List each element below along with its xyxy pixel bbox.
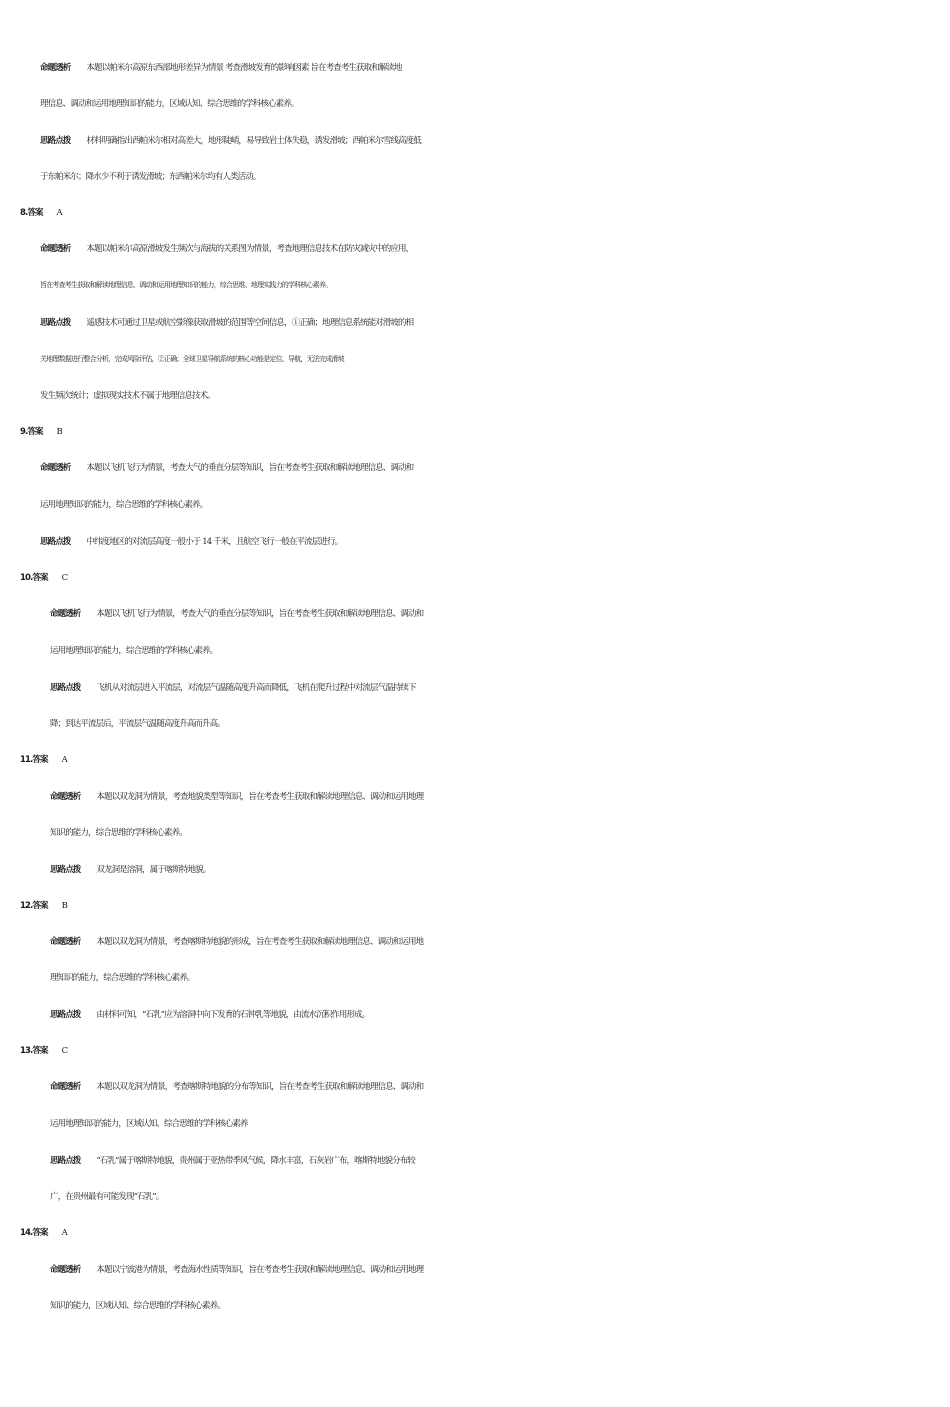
q7-analysis-line-1: 命题透析 本题以帕米尔高原东西部地形差异为情景 考查滑坡发育的影响因素 旨在考查考生获取和解读地 <box>40 63 402 73</box>
q10-hint-line-2: 降；到达平流层后，平流层气温随高度升高而升高。 <box>50 719 225 729</box>
q12-analysis-line-1: 命题透析 本题以双龙洞为情景，考查喀斯特地貌的形成，旨在考查考生获取和解读地理信息、调动和运用地 <box>50 937 424 947</box>
answer-value: C <box>61 573 68 583</box>
answer-label: 答案 <box>27 427 43 437</box>
q13-hint-line-1: 思路点拨 “石乳”属于喀斯特地貌，贵州属于亚热带季风气候，降水丰富，石灰岩广布，喀斯特地貌分布较 <box>50 1156 415 1166</box>
answer-value: C <box>61 1046 68 1056</box>
hint-label: 思路点拨 <box>40 136 71 146</box>
analysis-label: 命题透析 <box>40 63 71 73</box>
q10-answer-line <box>0 566 950 590</box>
answer-value: A <box>61 755 67 765</box>
answer-value: A <box>61 1228 67 1238</box>
analysis-label: 命题透析 <box>40 463 71 473</box>
q11-hint-line-1: 思路点拨 双龙洞是溶洞，属于喀斯特地貌。 <box>50 865 211 875</box>
q11-answer-line <box>0 748 950 772</box>
q9-analysis-line-1: 命题透析 本题以飞机飞行为情景，考查大气的垂直分层等知识，旨在考查考生获取和解读地理信息、调动和 <box>40 463 414 473</box>
q12-hint-line-1: 思路点拨 由材料可知，“石乳”应为溶洞中向下发育的石钟乳等地貌，由流水沉积作用形成。 <box>50 1010 370 1020</box>
q13-answer-line <box>0 1039 950 1063</box>
q12-answer-line <box>0 894 950 918</box>
answer-label: 答案 <box>32 1228 48 1238</box>
q13-hint-line-2: 广，在贵州最有可能发现“石乳”。 <box>50 1192 164 1202</box>
q11-analysis-line-2: 知识的能力，综合思维的学科核心素养。 <box>50 828 187 838</box>
question-number: 8. <box>20 208 28 218</box>
q13-analysis-line-1: 命题透析 本题以双龙洞为情景，考查喀斯特地貌的分布等知识，旨在考查考生获取和解读地理信息、调动和 <box>50 1082 424 1092</box>
q8-hint-line-1: 思路点拨 遥感技术可通过卫星或航空影像获取滑坡的范围等空间信息，①正确；地理信息系统能对滑坡的相 <box>40 318 414 328</box>
q9-hint-line-1: 思路点拨 中纬度地区的对流层高度一般小于 14 千米，且航空飞行一般在平流层进行。 <box>40 537 343 547</box>
question-number: 9. <box>20 427 28 437</box>
q11-analysis-line-1: 命题透析 本题以双龙洞为情景，考查地貌类型等知识，旨在考查考生获取和解读地理信息、调动和运用地理 <box>50 792 424 802</box>
q7-hint-line-1: 思路点拨 材料明确指出西帕米尔相对高差大，地形陡峭，易导致岩土体失稳，诱发滑坡；西帕米尔雪线高度低 <box>40 136 421 146</box>
analysis-label: 命题透析 <box>50 609 81 619</box>
answer-label: 答案 <box>32 573 48 583</box>
q14-analysis-line-2: 知识的能力，区域认知、综合思维的学科核心素养。 <box>50 1301 225 1311</box>
q8-hint-line-2: 关地理数据进行整合分析，完成风险评估，②正确；全球卫星导航系统的核心功能是定位、导航，无法完成滑坡 <box>40 355 344 363</box>
question-number: 12. <box>20 901 33 911</box>
analysis-label: 命题透析 <box>50 1265 81 1275</box>
question-number: 10. <box>20 573 33 583</box>
analysis-label: 命题透析 <box>40 244 71 254</box>
question-number: 11. <box>20 755 33 765</box>
answer-label: 答案 <box>32 1046 48 1056</box>
q9-answer-line <box>0 420 950 444</box>
q8-analysis-line-1: 命题透析 本题以帕米尔高原滑坡发生频次与海拔的关系图为情景，考查地理信息技术在防灾减灾中的应用， <box>40 244 414 254</box>
q13-analysis-line-2: 运用地理知识的能力，区域认知、综合思维的学科核心素养 <box>50 1119 248 1129</box>
q14-analysis-line-1: 命题透析 本题以宁波港为情景，考查海水性质等知识，旨在考查考生获取和解读地理信息、调动和运用地理 <box>50 1265 424 1275</box>
hint-label: 思路点拨 <box>50 683 81 693</box>
hint-label: 思路点拨 <box>50 1010 81 1020</box>
q14-answer-line <box>0 1221 950 1245</box>
answer-value: B <box>61 901 67 911</box>
q8-analysis-line-2: 旨在考查考生获取和解读地理信息、调动和运用地理知识的能力，综合思维、地理实践力的学科核心素养。 <box>40 281 332 289</box>
q10-analysis-line-2: 运用地理知识的能力，综合思维的学科核心素养。 <box>50 646 218 656</box>
question-number: 13. <box>20 1046 33 1056</box>
hint-label: 思路点拨 <box>50 865 81 875</box>
q10-analysis-line-1: 命题透析 本题以飞机飞行为情景，考查大气的垂直分层等知识，旨在考查考生获取和解读地理信息、调动和 <box>50 609 424 619</box>
answer-value: A <box>56 208 62 218</box>
q9-analysis-line-2: 运用地理知识的能力，综合思维的学科核心素养。 <box>40 500 208 510</box>
hint-label: 思路点拨 <box>40 537 71 547</box>
question-number: 14. <box>20 1228 33 1238</box>
q8-answer-line <box>0 201 950 225</box>
answer-value: B <box>56 427 62 437</box>
q7-hint-line-2: 于东帕米尔；降水少不利于诱发滑坡；东西帕米尔均有人类活动。 <box>40 172 261 182</box>
q10-hint-line-1: 思路点拨 飞机从对流层进入平流层，对流层气温随高度升高而降低，飞机在爬升过程中对流层气温持续下 <box>50 683 416 693</box>
hint-label: 思路点拨 <box>40 318 71 328</box>
answer-label: 答案 <box>32 901 48 911</box>
q12-analysis-line-2: 理知识的能力，综合思维的学科核心素养。 <box>50 973 195 983</box>
analysis-label: 命题透析 <box>50 792 81 802</box>
q7-analysis-line-2: 理信息、调动和运用地理知识的能力，区域认知、综合思维的学科核心素养。 <box>40 99 299 109</box>
answer-label: 答案 <box>32 755 48 765</box>
q8-hint-line-3: 发生频次统计；虚拟现实技术不属于地理信息技术。 <box>40 391 215 401</box>
analysis-label: 命题透析 <box>50 1082 81 1092</box>
answer-label: 答案 <box>27 208 43 218</box>
analysis-label: 命题透析 <box>50 937 81 947</box>
hint-label: 思路点拨 <box>50 1156 81 1166</box>
